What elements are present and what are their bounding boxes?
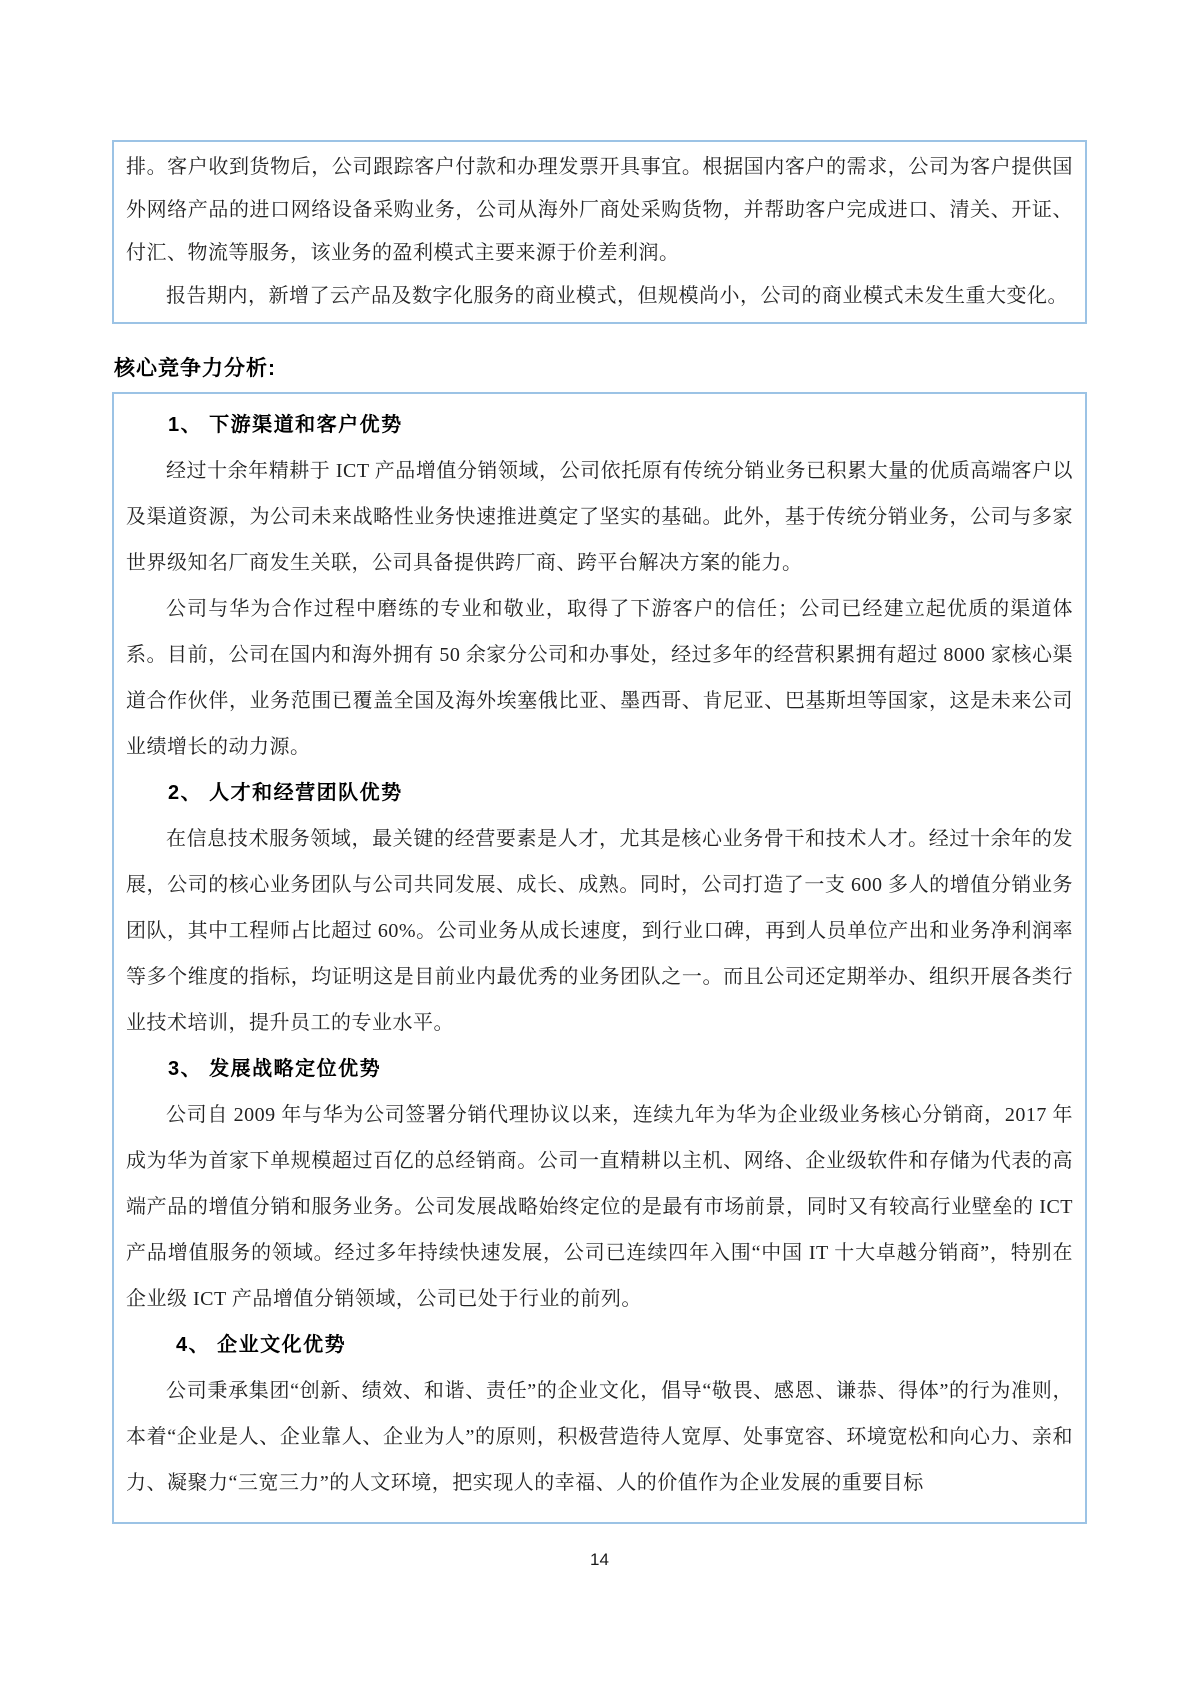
page-number: 14 [590, 1550, 609, 1569]
paragraph: 公司秉承集团“创新、绩效、和谐、责任”的企业文化，倡导“敬畏、感恩、谦恭、得体”的行为准则，本着“企业是人、企业靠人、企业为人”的原则，积极营造待人宽厚、处事宽容、环境宽松和向心力、亲和力、凝聚力“三宽三力”的人文环境，把实现人的幸福、人的价值作为企业发展的重要目标 [126, 1380, 1073, 1494]
paragraph: 公司与华为合作过程中磨练的专业和敬业，取得了下游客户的信任；公司已经建立起优质的渠道体系。目前，公司在国内和海外拥有 50 余家分公司和办事处，经过多年的经营积累拥有超过 8000 家核心渠道合作伙伴，业务范围已覆盖全国及海外埃塞俄比亚、墨西哥、肯尼亚、巴基斯坦等国家，这是未来公司业绩增长的动力源。 [126, 598, 1073, 758]
paragraph: 公司自 2009 年与华为公司签署分销代理协议以来，连续九年为华为企业级业务核心分销商，2017 年成为华为首家下单规模超过百亿的总经销商。公司一直精耕以主机、网络、企业级软件和存储为代表的高端产品的增值分销和服务业务。公司发展战略始终定位的是最有市场前景，同时又有较高行业壁垒的 ICT 产品增值服务的领域。经过多年持续快速发展，公司已连续四年入围“中国 IT 十大卓越分销商”，特别在企业级 ICT 产品增值分销领域，公司已处于行业的前列。 [126, 1104, 1073, 1310]
core-competitiveness-box [112, 392, 1087, 1524]
paragraph: 排。客户收到货物后，公司跟踪客户付款和办理发票开具事宜。根据国内客户的需求，公司为客户提供国外网络产品的进口网络设备采购业务，公司从海外厂商处采购货物，并帮助客户完成进口、清关、开证、付汇、物流等服务，该业务的盈利模式主要来源于价差利润。 [126, 156, 1073, 264]
paragraph: 在信息技术服务领域，最关键的经营要素是人才，尤其是核心业务骨干和技术人才。经过十余年的发展，公司的核心业务团队与公司共同发展、成长、成熟。同时，公司打造了一支 600 多人的增值分销业务团队，其中工程师占比超过 60%。公司业务从成长速度，到行业口碑，再到人员单位产出和业务净利润率等多个维度的指标，均证明这是目前业内最优秀的业务团队之一。而且公司还定期举办、组织开展各类行业技术培训，提升员工的专业水平。 [126, 828, 1073, 1034]
subsection-heading: 1、 下游渠道和客户优势 [168, 414, 403, 436]
subsection-heading: 3、 发展战略定位优势 [168, 1058, 382, 1080]
business-model-box [112, 140, 1087, 324]
page-content [112, 0, 1087, 1570]
core-competitiveness-heading: 核心竞争力分析: [114, 357, 276, 380]
subsection-heading: 4、 企业文化优势 [176, 1334, 347, 1356]
paragraph: 报告期内，新增了云产品及数字化服务的商业模式，但规模尚小，公司的商业模式未发生重大变化。 [166, 285, 1068, 307]
subsection-heading: 2、 人才和经营团队优势 [168, 782, 403, 804]
paragraph: 经过十余年精耕于 ICT 产品增值分销领域，公司依托原有传统分销业务已积累大量的优质高端客户以及渠道资源，为公司未来战略性业务快速推进奠定了坚实的基础。此外，基于传统分销业务，公司与多家世界级知名厂商发生关联，公司具备提供跨厂商、跨平台解决方案的能力。 [126, 460, 1073, 574]
